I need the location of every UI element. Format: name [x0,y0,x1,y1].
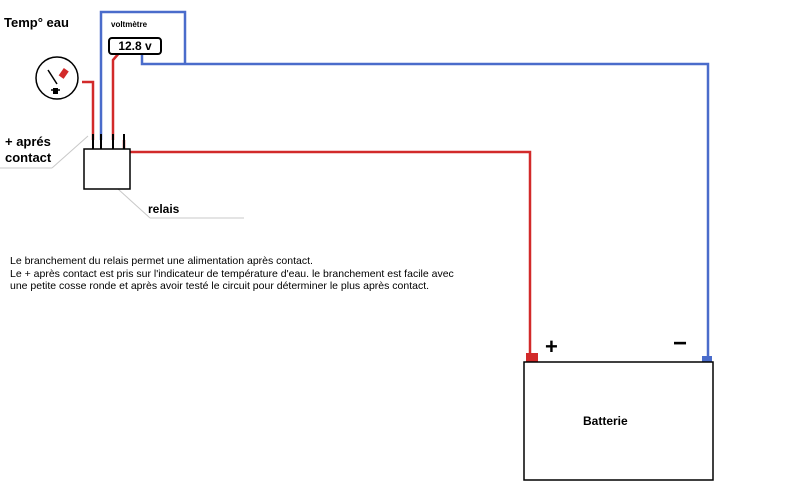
battery-minus-sign: − [673,330,688,357]
leader-line-apres-contact-diag [52,136,88,168]
positive-wire-voltmeter [113,52,120,140]
battery-terminal-negative [702,356,712,362]
description-line-1: Le branchement du relais permet une alimentation après contact. [10,255,313,267]
temp-eau-label: Temp° eau [4,15,69,30]
relais-label: relais [148,202,180,216]
battery-label: Batterie [583,414,628,428]
battery-plus-sign: + [545,334,558,359]
positive-wire-battery [124,140,530,356]
positive-wire-temp-gauge [82,82,93,140]
temperature-gauge-icon [36,57,78,99]
battery-terminal-positive [526,353,538,362]
relay-box [84,149,130,189]
description-line-2: Le + après contact est pris sur l'indicateur de température d'eau. le branchement est facile avec [10,267,454,280]
negative-wire-battery [142,52,708,356]
description-text [10,255,454,293]
apres-contact-label [5,134,51,166]
apres-contact-line2: contact [5,150,52,165]
apres-contact-line1: + aprés [5,134,51,149]
voltmeter-reading: 12.8 v [108,37,162,55]
description-line-3: une petite cosse ronde et après avoir testé le circuit pour déterminer le plus après contact. [10,280,430,292]
voltmetre-label: voltmètre [111,20,148,29]
